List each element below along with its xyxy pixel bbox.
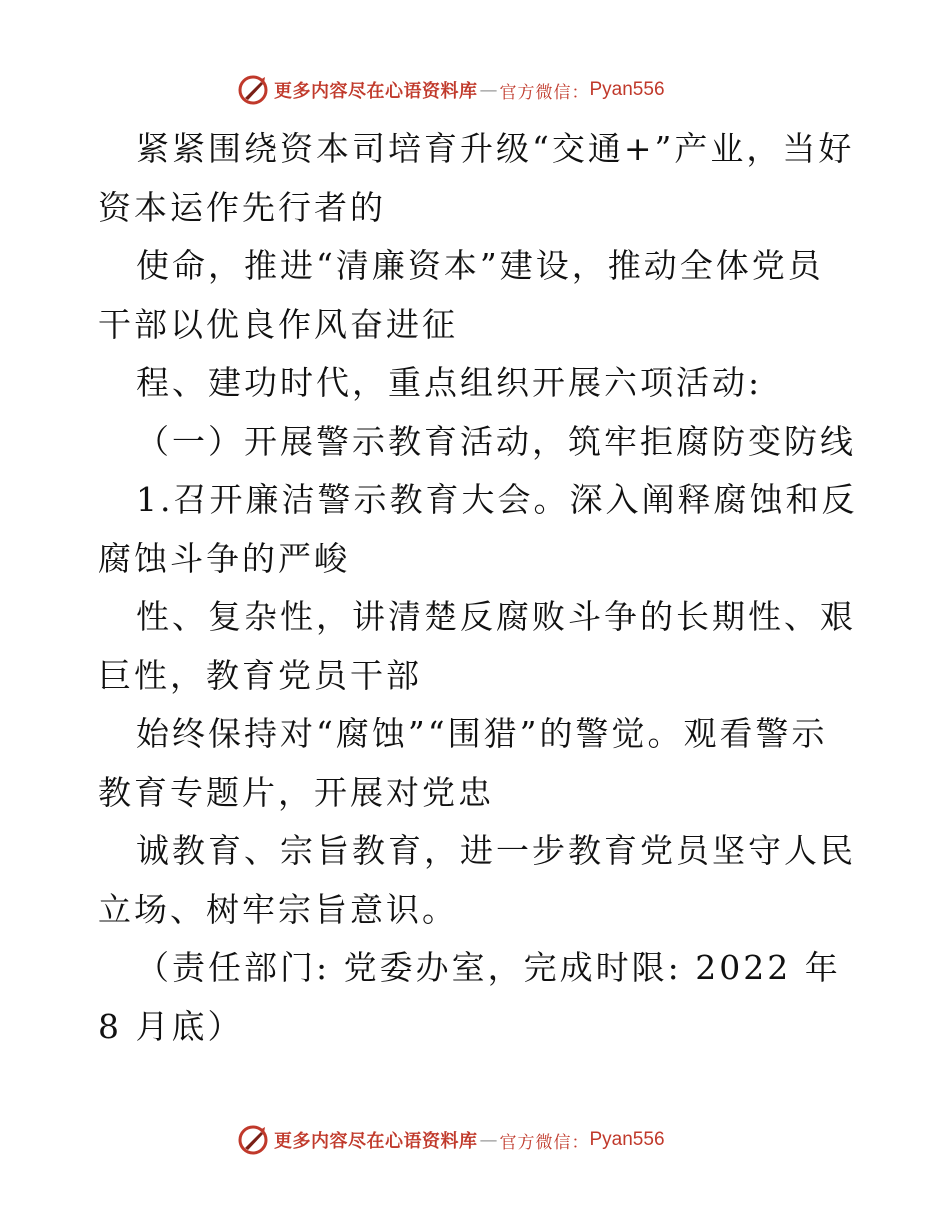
watermark-separator: — — [479, 79, 498, 101]
watermark-separator: — — [479, 1129, 498, 1151]
watermark-wechat-label: 官方微信： — [499, 1132, 590, 1153]
section-heading: （一）开展警示教育活动，筑牢拒腐防变防线 — [136, 421, 856, 461]
document-body — [98, 120, 858, 1056]
watermark-wechat-label: 官方微信： — [499, 82, 590, 103]
watermark-brand: 更多内容尽在心语资料库 — [274, 81, 478, 102]
watermark-brand: 更多内容尽在心语资料库 — [274, 1131, 478, 1152]
header-watermark — [236, 72, 665, 108]
paragraph-2: 使命，推进“清廉资本”建设，推动全体党员干部以优良作风奋进征 — [98, 246, 824, 344]
watermark-account: Pyan556 — [589, 79, 665, 100]
footer-watermark — [236, 1122, 665, 1158]
responsibility-note: （责任部门: 党委办室，完成时限: 2022 年 8 月底） — [98, 948, 855, 1046]
paragraph-6: 性、复杂性，讲清楚反腐败斗争的长期性、艰巨性，教育党员干部 — [98, 597, 856, 695]
quill-pen-logo-icon — [236, 1123, 270, 1157]
paragraph-7: 始终保持对“腐蚀”“围猎”的警觉。观看警示教育专题片，开展对党忠 — [98, 714, 828, 812]
paragraph-1: 紧紧围绕资本司培育升级“交通+”产业，当好资本运作先行者的 — [98, 129, 855, 227]
paragraph-5: 1.召开廉洁警示教育大会。深入阐释腐蚀和反腐蚀斗争的严峻 — [98, 480, 858, 578]
paragraph-8: 诚教育、宗旨教育，进一步教育党员坚守人民立场、树牢宗旨意识。 — [98, 831, 856, 929]
paragraph-3: 程、建功时代，重点组织开展六项活动: — [136, 363, 763, 402]
watermark-account: Pyan556 — [589, 1129, 665, 1150]
quill-pen-logo-icon — [236, 73, 270, 107]
